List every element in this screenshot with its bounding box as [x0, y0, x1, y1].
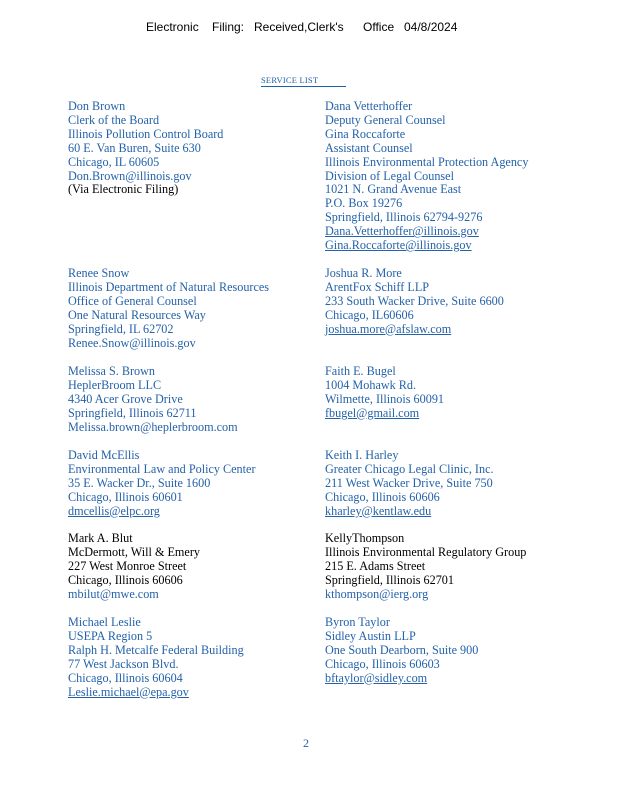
entry-line: KellyThompson	[325, 531, 405, 545]
stamp-part-3: Received,Clerk's	[254, 20, 344, 34]
entry-line: Mark A. Blut	[68, 531, 133, 545]
entry-line: 77 West Jackson Blvd.	[68, 656, 179, 671]
email-link[interactable]: fbugel@gmail.com	[325, 405, 420, 420]
stamp-part-2: Filing:	[212, 20, 245, 34]
entry-line: USEPA Region 5	[68, 628, 153, 643]
electronic-filing-stamp	[0, 20, 618, 104]
email-link[interactable]: Leslie.michael@epa.gov	[68, 684, 189, 699]
entry-line: Gina Roccaforte	[325, 126, 406, 141]
entry-line: (Via Electronic Filing)	[68, 182, 179, 197]
email-link[interactable]: kharley@kentlaw.edu	[325, 503, 432, 518]
email-link[interactable]: Dana.Vetterhoffer@illinois.gov	[325, 224, 479, 239]
entry-line: Clerk of the Board	[68, 112, 160, 127]
entry-line: Springfield, IL 62702	[68, 321, 174, 336]
entry-line: Illinois Department of Natural Resources	[68, 279, 270, 294]
entry-line: HeplerBroom LLC	[68, 377, 162, 392]
entry-line: 1021 N. Grand Avenue East	[325, 182, 462, 197]
entry-line: Assistant Counsel	[325, 140, 413, 155]
email-link[interactable]: dmcellis@elpc.org	[68, 503, 160, 518]
entry-line: One Natural Resources Way	[68, 307, 206, 322]
entry-line: Dana Vetterhoffer	[325, 99, 413, 113]
entry-line: Chicago, Illinois 60601	[68, 489, 183, 504]
entry-line: Office of General Counsel	[68, 293, 197, 308]
email-link[interactable]: bftaylor@sidley.com	[325, 670, 428, 685]
entry-line: Environmental Law and Policy Center	[68, 461, 256, 476]
entry-line: One South Dearborn, Suite 900	[325, 642, 479, 657]
entry-line: 233 South Wacker Drive, Suite 6600	[325, 293, 504, 308]
entry-line: Keith I. Harley	[325, 448, 399, 462]
entry-line: Chicago, Illinois 60604	[68, 670, 183, 685]
entry-line: Chicago, Illinois 60606	[325, 489, 440, 504]
entry-line: Springfield, Illinois 62794-9276	[325, 210, 483, 225]
service-entry	[68, 100, 353, 197]
entry-line: Springfield, Illinois 62701	[325, 572, 454, 587]
service-entry	[325, 449, 610, 519]
entry-line: Faith E. Bugel	[325, 364, 396, 378]
email-link[interactable]: Melissa.brown@heplerbroom.com	[68, 419, 238, 434]
entry-line: Michael Leslie	[68, 615, 141, 629]
email-link[interactable]: Don.Brown@illinois.gov	[68, 168, 192, 183]
stamp-part-4: Office	[363, 20, 395, 34]
entry-line: 227 West Monroe Street	[68, 558, 187, 573]
stamp-part-5: 04/8/2024	[404, 20, 458, 34]
entry-line: 4340 Acer Grove Drive	[68, 391, 183, 406]
entry-line: McDermott, Will & Emery	[68, 544, 200, 559]
entry-line: ArentFox Schiff LLP	[325, 279, 430, 294]
entry-line: Chicago, IL 60605	[68, 154, 160, 169]
entry-line: Chicago, Illinois 60603	[325, 656, 440, 671]
entry-line: Division of Legal Counsel	[325, 168, 454, 183]
service-entry	[68, 365, 353, 435]
entry-line: Ralph H. Metcalfe Federal Building	[68, 642, 244, 657]
entry-line: P.O. Box 19276	[325, 196, 403, 211]
service-entry	[68, 532, 353, 602]
entry-line: Sidley Austin LLP	[325, 628, 416, 643]
entry-line: 60 E. Van Buren, Suite 630	[68, 140, 201, 155]
service-entry	[68, 449, 353, 519]
entry-line: 215 E. Adams Street	[325, 558, 426, 573]
entry-line: 1004 Mohawk Rd.	[325, 377, 417, 392]
service-entry	[325, 100, 610, 253]
entry-line: Greater Chicago Legal Clinic, Inc.	[325, 461, 494, 476]
entry-line: Chicago, Illinois 60606	[68, 572, 183, 587]
entry-line: Byron Taylor	[325, 615, 390, 629]
entry-line: Renee Snow	[68, 266, 130, 280]
entry-line: Wilmette, Illinois 60091	[325, 391, 445, 406]
entry-line: 211 West Wacker Drive, Suite 750	[325, 475, 493, 490]
service-entry	[68, 616, 353, 699]
service-entry	[325, 267, 610, 337]
service-entry	[325, 616, 610, 686]
entry-line: 35 E. Wacker Dr., Suite 1600	[68, 475, 211, 490]
entry-line: Illinois Pollution Control Board	[68, 126, 224, 141]
entry-line: David McEllis	[68, 448, 140, 462]
email-link[interactable]: Gina.Roccaforte@illinois.gov	[325, 238, 472, 253]
service-entry	[325, 365, 610, 421]
entry-line: Don Brown	[68, 99, 126, 113]
entry-line: Chicago, IL60606	[325, 307, 414, 322]
entry-line: Deputy General Counsel	[325, 112, 446, 127]
entry-line: Joshua R. More	[325, 266, 402, 280]
entry-line: Illinois Environmental Protection Agency	[325, 154, 529, 169]
entry-line: Illinois Environmental Regulatory Group	[325, 544, 527, 559]
service-entry	[68, 267, 353, 350]
service-entry	[325, 532, 610, 602]
email-link[interactable]: joshua.more@afslaw.com	[325, 321, 452, 336]
email-link[interactable]: kthompson@ierg.org	[325, 586, 429, 601]
page-number: 2	[303, 736, 309, 750]
stamp-part-1: Electronic	[146, 20, 199, 34]
email-link[interactable]: Renee.Snow@illinois.gov	[68, 335, 196, 350]
entry-line: Springfield, Illinois 62711	[68, 405, 197, 420]
email-link[interactable]: mbilut@mwe.com	[68, 586, 159, 601]
entry-line: Melissa S. Brown	[68, 364, 156, 378]
service-list-title: SERVICE LIST	[261, 75, 346, 87]
